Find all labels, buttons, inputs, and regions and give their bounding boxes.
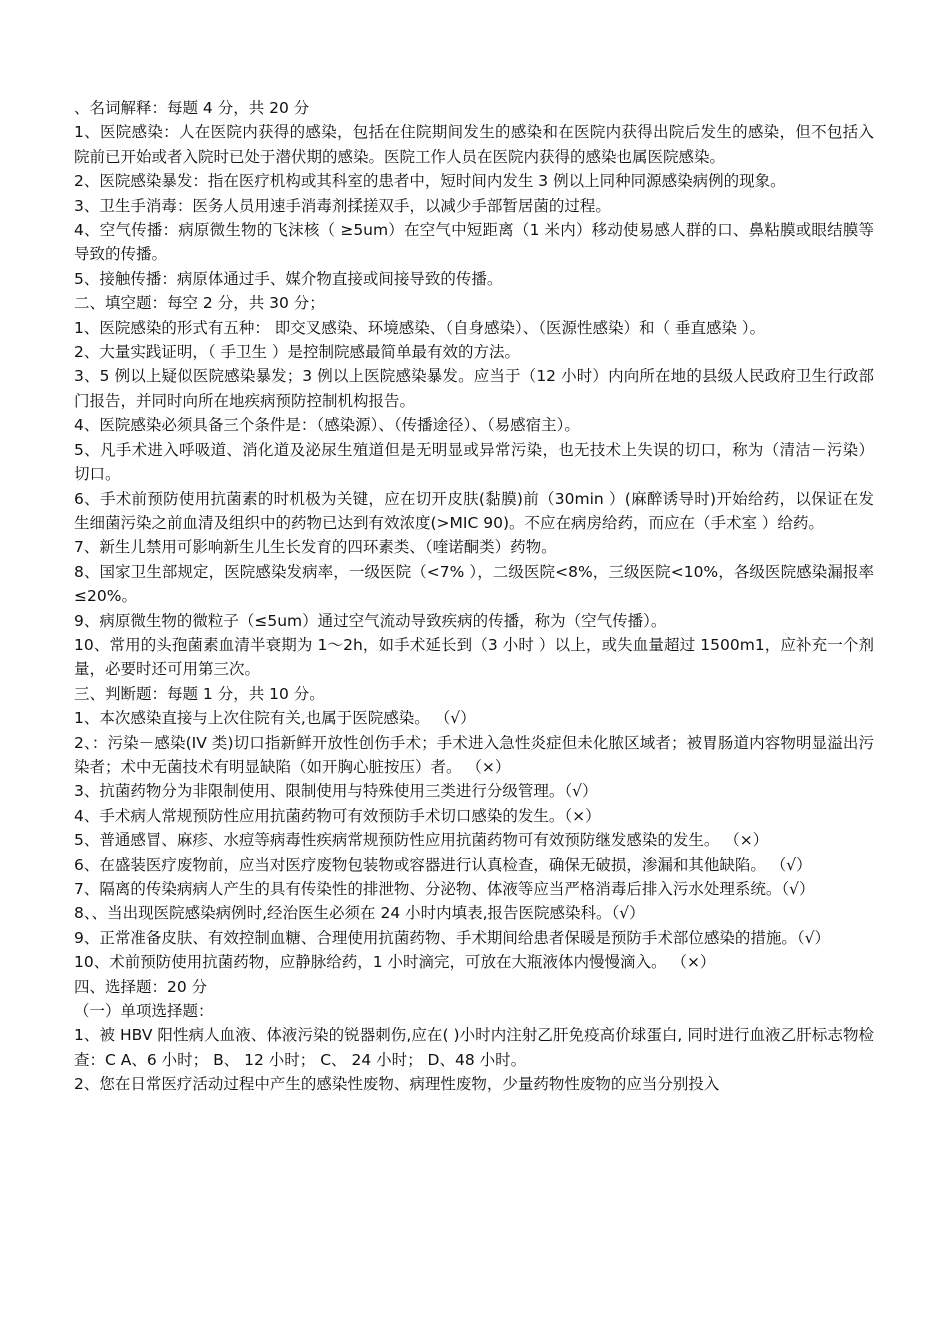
- section-heading-definitions: 、名词解释：每题 4 分，共 20 分: [74, 99, 310, 117]
- section-heading-fill-blanks: 二、填空题：每空 2 分，共 30 分；: [74, 294, 325, 313]
- true-false-item: 3、抗菌药物分为非限制使用、限制使用与特殊使用三类进行分级管理。（√）: [74, 782, 598, 801]
- fill-blank-item: 9、病原微生物的微粒子（≤5um）通过空气流动导致疾病的传播，称为（空气传播）。: [74, 611, 667, 630]
- true-false-item: 4、手术病人常规预防性应用抗菌药物可有效预防手术切口感染的发生。（×）: [74, 806, 601, 825]
- definition-item: 5、接触传播：病原体通过手、媒介物直接或间接导致的传播。: [74, 269, 503, 288]
- definition-item: 1、医院感染：人在医院内获得的感染，包括在住院期间发生的感染和在医院内获得出院后发生的感染，但不包括入院前已开始或者入院时已处于潜伏期的感染。医院工作人员在医院内获得的感染也属医院感染。: [74, 123, 874, 166]
- fill-blank-item: 6、手术前预防使用抗菌素的时机极为关键，应在切开皮肤(黏膜)前（30min ）(麻醉诱导时)开始给药，以保证在发生细菌污染之前血清及组织中的药物已达到有效浓度(>MIC 90)。不应在病房给药，而应在（手术室 ）给药。: [74, 489, 874, 532]
- definition-item: 3、卫生手消毒：医务人员用速手消毒剂揉搓双手，以减少手部暂居菌的过程。: [74, 196, 611, 215]
- definitions-list: [74, 120, 874, 291]
- true-false-item: 1、本次感染直接与上次住院有关,也属于医院感染。 （√）: [74, 709, 476, 728]
- fill-blank-item: 10、常用的头孢菌素血清半衰期为 1～2h，如手术延长到（3 小时 ）以上，或失血量超过 1500m1，应补充一个剂量，必要时还可用第三次。: [74, 635, 874, 679]
- subsection-heading-single-choice: （一）单项选择题：: [74, 1002, 214, 1021]
- document-page: [74, 96, 874, 1097]
- choices-list: [74, 1023, 874, 1096]
- true-false-item: 9、正常准备皮肤、有效控制血糖、合理使用抗菌药物、手术期间给患者保暖是预防手术部位感染的措施。（√）: [74, 928, 830, 947]
- fill-blank-item: 8、国家卫生部规定，医院感染发病率，一级医院（<7% ），二级医院<8%，三级医院<10%，各级医院感染漏报率 ≤20%。: [74, 562, 874, 606]
- definition-item: 4、空气传播：病原微生物的飞沫核（ ≥5um）在空气中短距离（1 米内）移动使易感人群的口、鼻粘膜或眼结膜等导致的传播。: [74, 221, 874, 264]
- true-false-list: [74, 706, 874, 974]
- choice-question: 2、您在日常医疗活动过程中产生的感染性废物、病理性废物，少量药物性废物的应当分别投入: [74, 1075, 720, 1094]
- true-false-item: 6、在盛装医疗废物前，应当对医疗废物包装物或容器进行认真检查，确保无破损，渗漏和其他缺陷。 （√）: [74, 855, 812, 874]
- fill-blank-item: 5、凡手术进入呼吸道、消化道及泌尿生殖道但是无明显或异常污染，也无技术上失误的切口，称为（清洁－污染）切口。: [74, 440, 874, 484]
- section-heading-choices: 四、选择题：20 分: [74, 977, 208, 996]
- fill-blanks-list: [74, 316, 874, 682]
- choice-question: 1、被 HBV 阳性病人血液、体液污染的锐器刺伤,应在( )小时内注射乙肝免疫高价球蛋白, 同时进行血液乙肝标志物检查：C A、6 小时； B、 12 小时； C、 24 小时； D、48 小时。: [74, 1026, 874, 1069]
- true-false-item: 5、普通感冒、麻疹、水痘等病毒性疾病常规预防性应用抗菌药物可有效预防继发感染的发生。 （×）: [74, 831, 769, 850]
- fill-blank-item: 1、医院感染的形式有五种： 即交叉感染、环境感染、（自身感染）、（医源性感染）和（ 垂直感染 ）。: [74, 318, 766, 337]
- fill-blank-item: 3、5 例以上疑似医院感染暴发；3 例以上医院感染暴发。应当于（12 小时）内向所在地的县级人民政府卫生行政部门报告，并同时向所在地疾病预防控制机构报告。: [74, 367, 874, 410]
- definition-item: 2、医院感染暴发：指在医疗机构或其科室的患者中，短时间内发生 3 例以上同种同源感染病例的现象。: [74, 172, 786, 191]
- true-false-item: 2、：污染－感染(IV 类)切口指新鲜开放性创伤手术；手术进入急性炎症但未化脓区域者；被胃肠道内容物明显溢出污染者；术中无菌技术有明显缺陷（如开胸心脏按压）者。 （×）: [74, 733, 874, 776]
- section-heading-true-false: 三、判断题：每题 1 分，共 10 分。: [74, 684, 325, 703]
- fill-blank-item: 2、大量实践证明，（ 手卫生 ）是控制院感最简单最有效的方法。: [74, 343, 520, 362]
- true-false-item: 10、术前预防使用抗菌药物，应静脉给药，1 小时滴完，可放在大瓶液体内慢慢滴入。 （×）: [74, 953, 716, 972]
- true-false-item: 8、、当出现医院感染病例时,经治医生必须在 24 小时内填表,报告医院感染科。（√）: [74, 904, 645, 923]
- fill-blank-item: 7、新生儿禁用可影响新生儿生长发育的四环素类、（喹诺酮类）药物。: [74, 538, 557, 557]
- true-false-item: 7、隔离的传染病病人产生的具有传染性的排泄物、分泌物、体液等应当严格消毒后排入污水处理系统。（√）: [74, 880, 815, 898]
- fill-blank-item: 4、医院感染必须具备三个条件是：（感染源）、（传播途径）、（易感宿主）。: [74, 416, 580, 435]
